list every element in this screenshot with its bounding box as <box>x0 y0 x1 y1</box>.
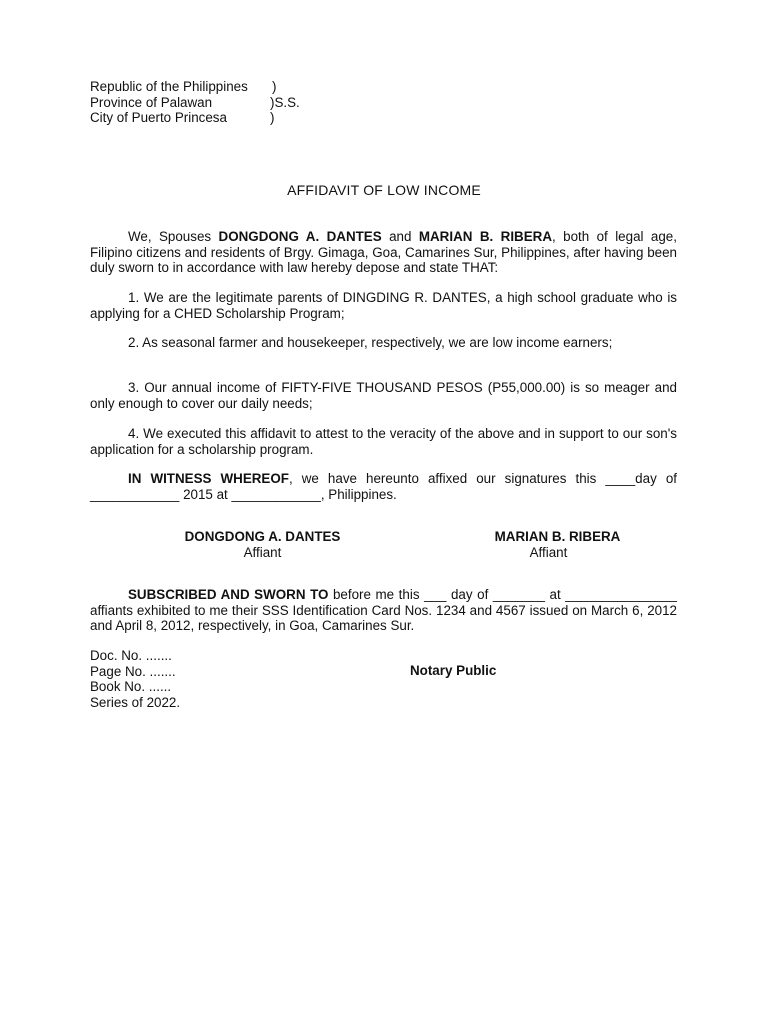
venue-line-province <box>90 95 300 111</box>
statement-item-1 <box>90 290 677 321</box>
statement-item-2-text: 2. As seasonal farmer and housekeeper, respectively, we are low income earners; <box>128 335 613 350</box>
jurat-heading: SUBSCRIBED AND SWORN TO <box>128 587 329 602</box>
document-title: AFFIDAVIT OF LOW INCOME <box>287 182 481 198</box>
venue-mark: ) <box>270 110 275 125</box>
statement-item-3 <box>90 380 677 411</box>
venue-mark-ss: )S.S. <box>270 94 300 110</box>
doc-number: Doc. No. ....... <box>90 648 172 663</box>
series-year: Series of 2022. <box>90 694 181 710</box>
venue-country: Republic of the Philippines <box>90 79 248 94</box>
intro-lead: We, Spouses <box>128 229 219 244</box>
statement-item-4 <box>90 426 677 457</box>
signature-block-affiant-1 <box>160 529 365 560</box>
witness-heading: IN WITNESS WHEREOF <box>128 471 289 486</box>
venue-line-country <box>90 79 300 95</box>
affiant-1-name-inline: DONGDONG A. DANTES <box>218 229 382 244</box>
statement-item-2 <box>90 335 677 351</box>
venue-mark: ) <box>272 79 277 94</box>
signatory-name: DONGDONG A. DANTES <box>184 529 341 544</box>
book-number: Book No. ...... <box>90 679 172 694</box>
jurat-text: before me this ___ day of _______ at _______________ affiants exhibited to me their SSS Identification Card Nos. 1234 and 4567 issued on March 6, 2012 and April 8, 2012, respectively, in Goa, Camarines Sur. <box>90 587 678 633</box>
signatory-name: MARIAN B. RIBERA <box>494 529 621 544</box>
statement-item-1-text: 1. We are the legitimate parents of DINGDING R. DANTES, a high school graduate who is applying for a CHED Scholarship Program; <box>90 290 677 321</box>
notary-public-label: Notary Public <box>410 663 497 678</box>
statement-item-3-text: 3. Our annual income of FIFTY-FIVE THOUSAND PESOS (P55,000.00) is so meager and only enough to cover our daily needs; <box>90 380 677 411</box>
signatory-role: Affiant <box>243 544 282 560</box>
signatory-role: Affiant <box>529 544 568 560</box>
venue-line-city <box>90 110 300 126</box>
witness-paragraph <box>90 471 677 502</box>
venue-block <box>90 79 300 126</box>
witness-text: , we have hereunto affixed our signatures this ____day of ____________ 2015 at ____________, Philippines. <box>90 471 678 502</box>
intro-and: and <box>381 229 419 244</box>
signature-block-affiant-2 <box>470 529 645 560</box>
statement-item-4-text: 4. We executed this affidavit to attest to the veracity of the above and in support to our son's application for a scholarship program. <box>90 426 677 457</box>
intro-rest: , both of legal age, Filipino citizens and residents of Brgy. Gimaga, Goa, Camarines Sur, Philippines, after having been duly sworn to in accordance with law hereby depose and state THAT: <box>90 229 677 275</box>
page-number: Page No. ....... <box>90 663 176 679</box>
intro-paragraph <box>90 229 677 276</box>
notarial-register-block <box>90 648 180 710</box>
venue-province: Province of Palawan <box>90 94 213 110</box>
venue-city: City of Puerto Princesa <box>90 110 227 125</box>
affiant-2-name-inline: MARIAN B. RIBERA <box>418 229 552 244</box>
jurat-paragraph <box>90 587 677 634</box>
